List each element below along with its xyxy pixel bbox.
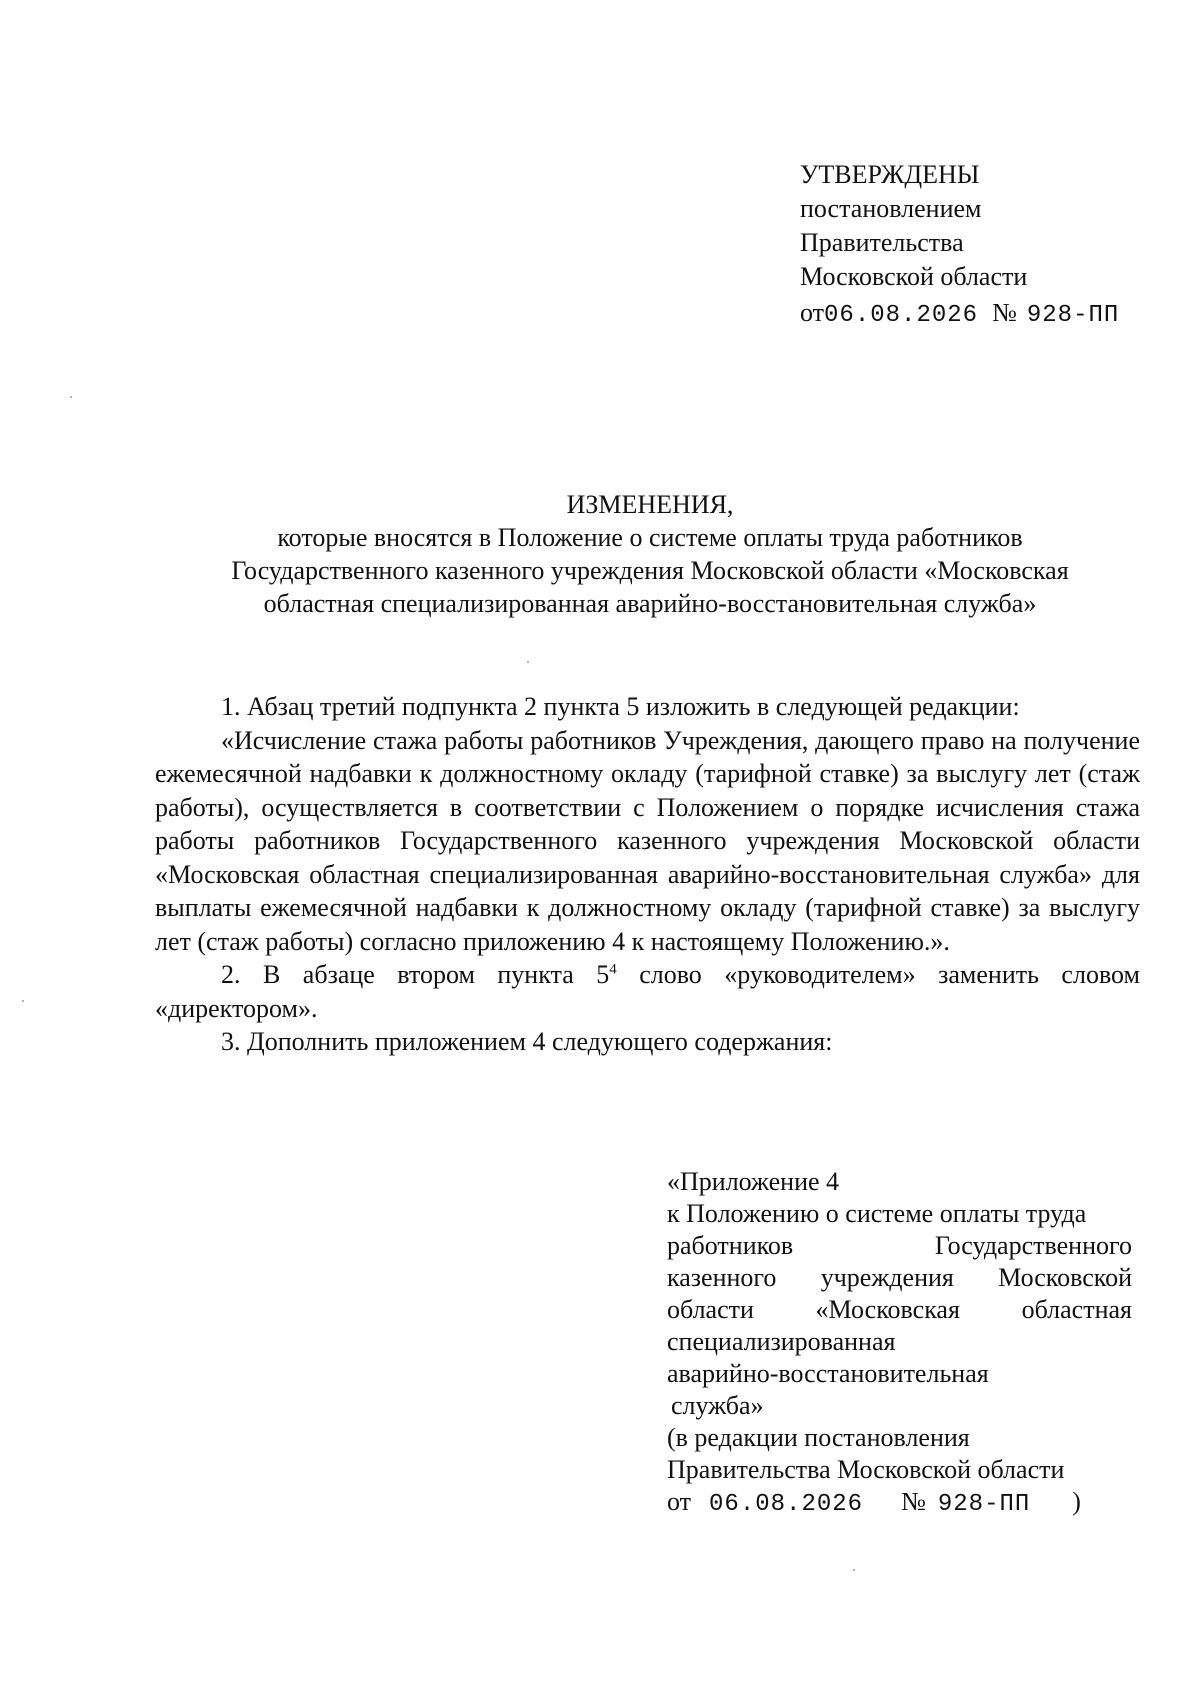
scan-speck	[853, 1569, 855, 1571]
appendix-line-4: казенного учреждения Московской	[667, 1263, 1132, 1292]
appendix-header-block	[667, 1166, 1132, 1521]
appendix-line-5: области «Московская областная	[667, 1295, 1132, 1324]
document-subtitle-line-2: Государственного казенного учреждения Московской области «Московская	[231, 556, 1069, 585]
scan-speck	[70, 396, 72, 398]
paragraph-item-2	[155, 958, 1140, 1025]
approval-block	[800, 158, 1130, 333]
appendix-line-3: работников Государственного	[667, 1231, 1132, 1260]
appendix-line-7: аварийно-восстановительная	[667, 1359, 989, 1388]
appendix-number: 928-ПП	[937, 1491, 1031, 1518]
paragraph-item-2-end: слово «руководителем» заменить словом «директором».	[155, 960, 1140, 1023]
appendix-date-prefix: от	[667, 1487, 692, 1516]
scan-speck	[527, 661, 529, 663]
appendix-closing-paren: )	[1072, 1487, 1081, 1516]
paragraph-item-1: 1. Абзац третий подпункта 2 пункта 5 изложить в следующей редакции:	[221, 692, 1020, 721]
paragraph-item-2-start: 2. В абзаце втором пункта 5	[221, 960, 610, 989]
appendix-line-6: специализированная	[667, 1327, 896, 1356]
appendix-line-9: (в редакции постановления	[667, 1423, 970, 1452]
appendix-line-1: «Приложение 4	[667, 1167, 840, 1196]
document-subtitle-line-3: областная специализированная аварийно-восстановительная служба»	[263, 589, 1037, 618]
approval-date: 06.08.2026	[824, 302, 979, 329]
approval-heading: УТВЕРЖДЕНЫ	[800, 160, 980, 189]
scan-speck	[22, 1000, 24, 1002]
approval-line-region: Московской области	[800, 262, 1028, 291]
appendix-number-sign: №	[901, 1487, 926, 1516]
document-body	[155, 690, 1140, 1059]
paragraph-quoted-text: «Исчисление стажа работы работников Учреждения, дающего право на получение ежемесячной надбавки к должностному окладу (тарифной ставке) за выслугу лет (стаж работы), осуществляется в соответствии с Положением о порядке исчисления стажа работы работников Государственного казенного учреждения Московской области «Московская областная специализированная аварийно-восстановительная служба» для выплаты ежемесячной надбавки к должностному окладу (тарифной ставке) за выслугу лет (стаж работы) согласно приложению 4 к настоящему Положению.».	[155, 725, 1140, 956]
appendix-date-line	[667, 1486, 1132, 1521]
appendix-line-10: Правительства Московской области	[667, 1455, 1065, 1484]
appendix-line-2: к Положению о системе оплаты труда	[667, 1199, 1087, 1228]
document-title-block	[140, 488, 1160, 620]
approval-number-sign: №	[992, 298, 1017, 327]
appendix-line-8: служба»	[671, 1391, 764, 1420]
paragraph-item-3: 3. Дополнить приложением 4 следующего содержания:	[221, 1027, 833, 1056]
approval-date-line	[800, 296, 1130, 333]
document-heading: ИЗМЕНЕНИЯ,	[566, 490, 734, 519]
approval-date-prefix: от	[800, 298, 825, 327]
approval-number: 928-ПП	[1026, 302, 1120, 329]
paragraph-item-2-superscript: 4	[609, 961, 617, 978]
document-subtitle-line-1: которые вносятся в Положение о системе оплаты труда работников	[277, 523, 1023, 552]
approval-line-government: Правительства	[800, 228, 964, 257]
approval-line-resolution: постановлением	[800, 194, 982, 223]
appendix-date: 06.08.2026	[709, 1491, 864, 1518]
